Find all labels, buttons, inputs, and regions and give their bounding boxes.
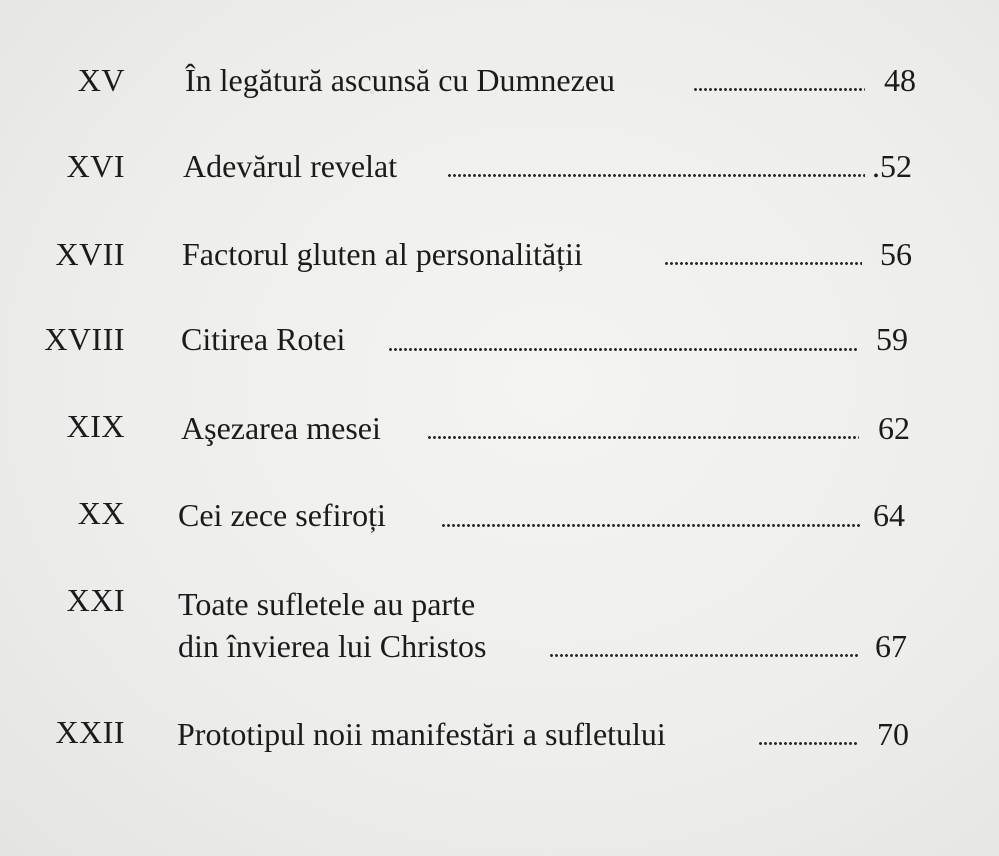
dot-leader	[664, 262, 862, 265]
dot-leader	[549, 654, 859, 657]
dot-leader	[758, 742, 858, 745]
chapter-title: Factorul gluten al personalității	[182, 236, 583, 272]
dot-leader	[427, 436, 859, 439]
chapter-title: Prototipul noii manifestări a sufletului	[177, 716, 666, 752]
page-number: 56	[880, 236, 912, 272]
page-number: 70	[877, 716, 909, 752]
chapter-title	[178, 588, 486, 662]
dot-leader	[441, 524, 861, 527]
chapter-numeral: XVIII	[44, 321, 125, 357]
chapter-numeral: XVII	[55, 236, 125, 272]
page-number: 48	[884, 62, 916, 98]
chapter-title: Citirea Rotei	[181, 321, 346, 357]
chapter-numeral: XVI	[66, 148, 125, 184]
page-number: 64	[873, 497, 905, 533]
dot-leader	[388, 348, 858, 351]
page-number: 62	[878, 410, 910, 446]
chapter-numeral: XXII	[55, 714, 125, 750]
chapter-numeral: XV	[77, 62, 125, 98]
chapter-title: În legătură ascunsă cu Dumnezeu	[185, 62, 616, 98]
chapter-numeral: XXI	[66, 582, 125, 618]
page-number: 67	[875, 628, 907, 664]
chapter-title-line: Toate sufletele au parte	[178, 586, 476, 622]
chapter-title: Cei zece sefiroți	[178, 497, 386, 533]
page-number: 59	[876, 321, 908, 357]
chapter-numeral: XIX	[66, 408, 125, 444]
chapter-title: Aşezarea mesei	[181, 410, 381, 446]
dot-leader	[693, 88, 865, 91]
page-number: .52	[872, 148, 912, 184]
chapter-title: Adevărul revelat	[183, 148, 398, 184]
chapter-title-line: din învierea lui Christos	[178, 628, 487, 664]
dot-leader	[447, 174, 865, 177]
chapter-numeral: XX	[77, 495, 125, 531]
